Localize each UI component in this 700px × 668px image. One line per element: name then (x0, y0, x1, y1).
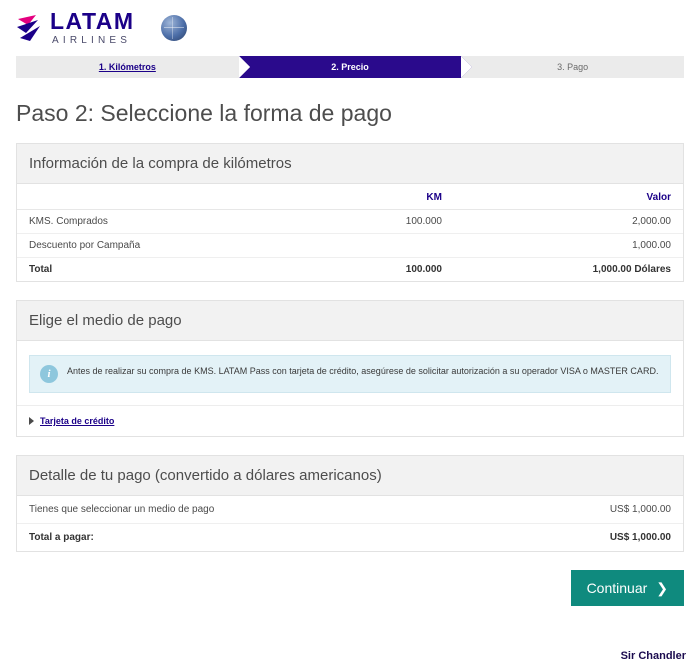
payment-detail-row (17, 496, 683, 524)
accordion-tarjeta-credito[interactable] (17, 405, 683, 436)
page-header (0, 0, 700, 52)
col-concept (17, 184, 319, 210)
row-km: 100.000 (319, 210, 454, 234)
table-row (17, 234, 683, 258)
row-concept: Descuento por Campaña (17, 234, 319, 258)
payment-detail-total-row (17, 524, 683, 551)
payment-detail-title: Detalle de tu pago (convertido a dólares americanos) (17, 456, 683, 496)
payment-detail-panel (16, 455, 684, 552)
step-arrow-in (239, 56, 250, 78)
logo-wordmark: LATAM (50, 8, 135, 34)
row-km (319, 234, 454, 258)
table-row (17, 210, 683, 234)
total-label: Total (29, 264, 53, 275)
row-value: 2,000.00 (454, 210, 683, 234)
row-concept: KMS. Comprados (17, 210, 319, 234)
accordion-label[interactable]: Tarjeta de crédito (40, 416, 115, 426)
cta-container (16, 570, 684, 606)
chevron-right-icon: ❯ (656, 580, 668, 596)
table-total-row (17, 258, 683, 282)
table-header-row (17, 184, 683, 210)
step-precio[interactable] (239, 56, 462, 78)
total-value: 1,000.00 Dólares (592, 264, 671, 275)
step-pago[interactable] (461, 56, 684, 78)
page-title: Paso 2: Seleccione la forma de pago (16, 100, 392, 126)
latam-logo[interactable] (16, 10, 135, 46)
payment-method-panel (16, 300, 684, 437)
payment-info-text: Antes de realizar su compra de KMS. LATAM Pass con tarjeta de crédito, asegúrese de solicitar autorización a su operador VISA o MASTER CARD. (67, 366, 659, 376)
payment-detail-total-value: US$ 1,000.00 (609, 532, 671, 543)
step-kilometros-label: 1. Kilómetros (98, 62, 156, 72)
progress-steps (16, 56, 684, 78)
continuar-button-label: Continuar (586, 580, 648, 596)
payment-detail-row-value: US$ 1,000.00 (609, 504, 671, 515)
col-km: KM (319, 184, 454, 210)
step-precio-label: 2. Precio (331, 62, 369, 72)
total-km: 100.000 (405, 264, 442, 275)
info-icon: i (40, 365, 58, 383)
latam-logo-mark-icon (16, 13, 44, 43)
purchase-info-panel (16, 143, 684, 282)
chevron-right-icon (29, 417, 34, 425)
globe-icon[interactable] (161, 15, 187, 41)
logo-subtitle: AIRLINES (52, 35, 132, 46)
step-kilometros[interactable] (16, 56, 239, 78)
row-value: 1,000.00 (454, 234, 683, 258)
step-arrow-in (461, 56, 472, 78)
purchase-info-table (17, 184, 683, 281)
step-pago-label: 3. Pago (557, 62, 589, 72)
col-value: Valor (454, 184, 683, 210)
payment-detail-row-label: Tienes que seleccionar un medio de pago (29, 504, 215, 515)
payment-method-title: Elige el medio de pago (17, 301, 683, 341)
payment-info-message (29, 355, 671, 393)
purchase-info-title: Información de la compra de kilómetros (17, 144, 683, 184)
watermark-signature: Sir Chandler (620, 650, 686, 662)
payment-detail-total-label: Total a pagar: (29, 532, 94, 543)
continuar-button[interactable] (571, 570, 684, 606)
